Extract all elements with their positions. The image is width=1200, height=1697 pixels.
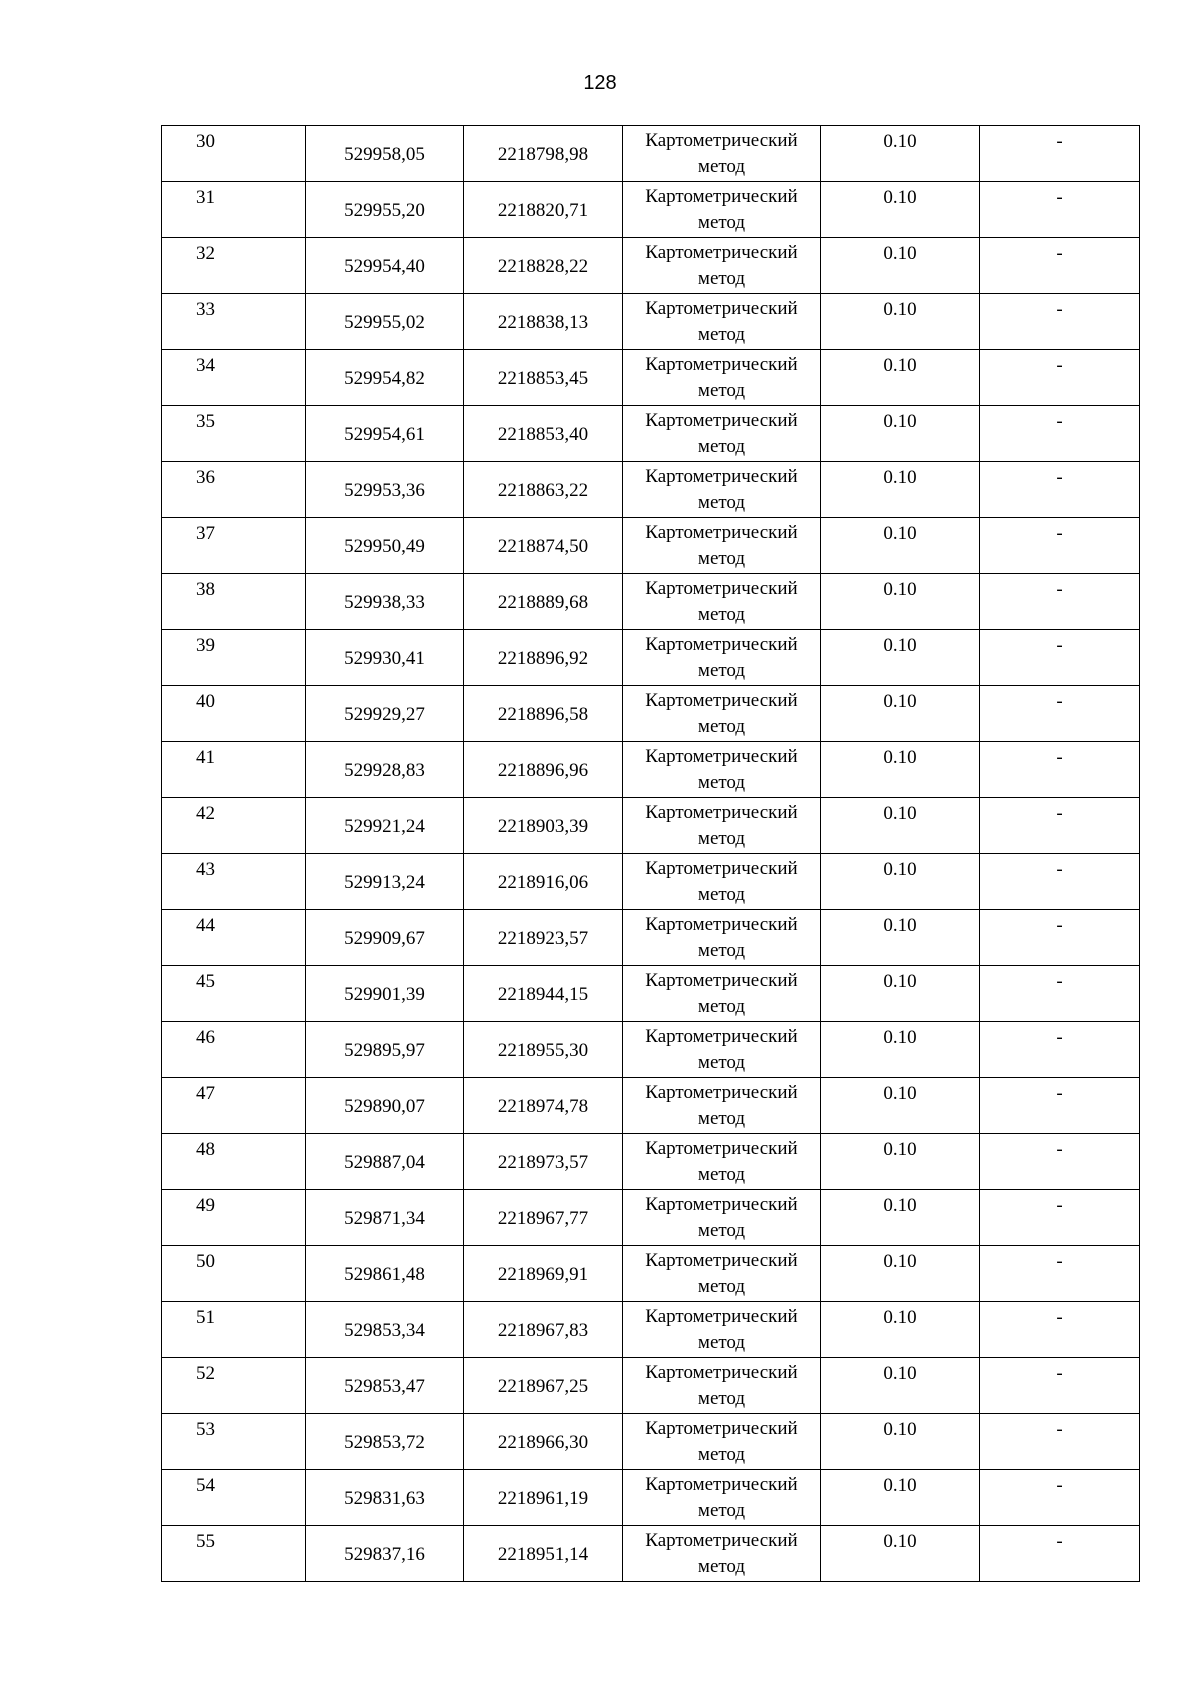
y-coordinate-cell: 2218969,91 xyxy=(464,1246,623,1302)
point-number-cell: 39 xyxy=(162,630,306,686)
method-label-line2: метод xyxy=(697,940,746,961)
x-coordinate-cell: 529921,24 xyxy=(306,798,464,854)
point-number-cell: 51 xyxy=(162,1302,306,1358)
x-coordinate-cell: 529831,63 xyxy=(306,1470,464,1526)
point-number-cell: 30 xyxy=(162,126,306,182)
point-number-cell: 41 xyxy=(162,742,306,798)
y-coordinate-cell: 2218967,77 xyxy=(464,1190,623,1246)
x-coordinate-cell: 529955,20 xyxy=(306,182,464,238)
point-number-cell: 33 xyxy=(162,294,306,350)
method-label-line1: Картометрический xyxy=(645,466,798,487)
method-label-line1: Картометрический xyxy=(645,522,798,543)
method-label-line2: метод xyxy=(697,1052,746,1073)
method-cell xyxy=(623,742,821,798)
method-cell xyxy=(623,1414,821,1470)
accuracy-cell: 0.10 xyxy=(821,574,980,630)
table-row xyxy=(162,462,1140,518)
accuracy-cell: 0.10 xyxy=(821,294,980,350)
point-number-cell: 55 xyxy=(162,1526,306,1582)
x-coordinate-cell: 529887,04 xyxy=(306,1134,464,1190)
x-coordinate-cell: 529913,24 xyxy=(306,854,464,910)
description-cell: - xyxy=(980,798,1140,854)
table-row xyxy=(162,182,1140,238)
description-cell: - xyxy=(980,518,1140,574)
x-coordinate-cell: 529958,05 xyxy=(306,126,464,182)
table-row xyxy=(162,294,1140,350)
x-coordinate-cell: 529895,97 xyxy=(306,1022,464,1078)
method-cell xyxy=(623,462,821,518)
accuracy-cell: 0.10 xyxy=(821,630,980,686)
description-cell: - xyxy=(980,462,1140,518)
method-label-line2: метод xyxy=(697,212,746,233)
accuracy-cell: 0.10 xyxy=(821,1078,980,1134)
x-coordinate-cell: 529909,67 xyxy=(306,910,464,966)
method-label-line2: метод xyxy=(697,1220,746,1241)
y-coordinate-cell: 2218916,06 xyxy=(464,854,623,910)
x-coordinate-cell: 529837,16 xyxy=(306,1526,464,1582)
method-cell xyxy=(623,1022,821,1078)
accuracy-cell: 0.10 xyxy=(821,1414,980,1470)
table-row xyxy=(162,238,1140,294)
x-coordinate-cell: 529954,40 xyxy=(306,238,464,294)
accuracy-cell: 0.10 xyxy=(821,1526,980,1582)
method-cell xyxy=(623,238,821,294)
method-label-line2: метод xyxy=(697,436,746,457)
y-coordinate-cell: 2218955,30 xyxy=(464,1022,623,1078)
y-coordinate-cell: 2218863,22 xyxy=(464,462,623,518)
description-cell: - xyxy=(980,686,1140,742)
accuracy-cell: 0.10 xyxy=(821,1470,980,1526)
method-label-line2: метод xyxy=(697,492,746,513)
method-cell xyxy=(623,910,821,966)
method-label-line2: метод xyxy=(697,716,746,737)
point-number-cell: 35 xyxy=(162,406,306,462)
method-label-line2: метод xyxy=(697,156,746,177)
description-cell: - xyxy=(980,1526,1140,1582)
description-cell: - xyxy=(980,294,1140,350)
accuracy-cell: 0.10 xyxy=(821,350,980,406)
method-label-line1: Картометрический xyxy=(645,1026,798,1047)
method-label-line2: метод xyxy=(697,996,746,1017)
method-label-line2: метод xyxy=(697,1276,746,1297)
table-row xyxy=(162,1246,1140,1302)
method-cell xyxy=(623,966,821,1022)
y-coordinate-cell: 2218967,25 xyxy=(464,1358,623,1414)
point-number-cell: 45 xyxy=(162,966,306,1022)
method-label-line1: Картометрический xyxy=(645,1362,798,1383)
point-number-cell: 52 xyxy=(162,1358,306,1414)
y-coordinate-cell: 2218966,30 xyxy=(464,1414,623,1470)
y-coordinate-cell: 2218889,68 xyxy=(464,574,623,630)
description-cell: - xyxy=(980,238,1140,294)
description-cell: - xyxy=(980,406,1140,462)
description-cell: - xyxy=(980,1190,1140,1246)
y-coordinate-cell: 2218896,58 xyxy=(464,686,623,742)
method-label-line2: метод xyxy=(697,772,746,793)
y-coordinate-cell: 2218903,39 xyxy=(464,798,623,854)
table-row xyxy=(162,854,1140,910)
y-coordinate-cell: 2218828,22 xyxy=(464,238,623,294)
y-coordinate-cell: 2218967,83 xyxy=(464,1302,623,1358)
method-cell xyxy=(623,1246,821,1302)
accuracy-cell: 0.10 xyxy=(821,182,980,238)
method-label-line1: Картометрический xyxy=(645,410,798,431)
x-coordinate-cell: 529929,27 xyxy=(306,686,464,742)
y-coordinate-cell: 2218896,96 xyxy=(464,742,623,798)
table-row xyxy=(162,1526,1140,1582)
y-coordinate-cell: 2218896,92 xyxy=(464,630,623,686)
accuracy-cell: 0.10 xyxy=(821,1358,980,1414)
method-label-line1: Картометрический xyxy=(645,802,798,823)
method-label-line1: Картометрический xyxy=(645,634,798,655)
method-label-line1: Картометрический xyxy=(645,690,798,711)
method-label-line1: Картометрический xyxy=(645,186,798,207)
method-cell xyxy=(623,854,821,910)
accuracy-cell: 0.10 xyxy=(821,406,980,462)
y-coordinate-cell: 2218874,50 xyxy=(464,518,623,574)
description-cell: - xyxy=(980,854,1140,910)
y-coordinate-cell: 2218853,40 xyxy=(464,406,623,462)
method-cell xyxy=(623,630,821,686)
method-cell xyxy=(623,1134,821,1190)
point-number-cell: 37 xyxy=(162,518,306,574)
method-label-line1: Картометрический xyxy=(645,1474,798,1495)
table-row xyxy=(162,1470,1140,1526)
x-coordinate-cell: 529955,02 xyxy=(306,294,464,350)
method-cell xyxy=(623,1078,821,1134)
method-cell xyxy=(623,126,821,182)
point-number-cell: 38 xyxy=(162,574,306,630)
method-label-line1: Картометрический xyxy=(645,1082,798,1103)
method-cell xyxy=(623,350,821,406)
method-label-line2: метод xyxy=(697,828,746,849)
point-number-cell: 46 xyxy=(162,1022,306,1078)
method-cell xyxy=(623,1470,821,1526)
method-label-line2: метод xyxy=(697,660,746,681)
description-cell: - xyxy=(980,1246,1140,1302)
description-cell: - xyxy=(980,1022,1140,1078)
method-label-line1: Картометрический xyxy=(645,1418,798,1439)
method-label-line1: Картометрический xyxy=(645,578,798,599)
point-number-cell: 50 xyxy=(162,1246,306,1302)
point-number-cell: 44 xyxy=(162,910,306,966)
method-label-line2: метод xyxy=(697,1444,746,1465)
description-cell: - xyxy=(980,350,1140,406)
x-coordinate-cell: 529871,34 xyxy=(306,1190,464,1246)
method-label-line1: Картометрический xyxy=(645,242,798,263)
accuracy-cell: 0.10 xyxy=(821,1302,980,1358)
description-cell: - xyxy=(980,1134,1140,1190)
accuracy-cell: 0.10 xyxy=(821,238,980,294)
method-label-line2: метод xyxy=(697,1332,746,1353)
x-coordinate-cell: 529938,33 xyxy=(306,574,464,630)
point-number-cell: 34 xyxy=(162,350,306,406)
x-coordinate-cell: 529928,83 xyxy=(306,742,464,798)
method-label-line2: метод xyxy=(697,380,746,401)
y-coordinate-cell: 2218944,15 xyxy=(464,966,623,1022)
table-row xyxy=(162,574,1140,630)
method-cell xyxy=(623,1190,821,1246)
x-coordinate-cell: 529853,34 xyxy=(306,1302,464,1358)
method-label-line2: метод xyxy=(697,1108,746,1129)
table-row xyxy=(162,406,1140,462)
method-cell xyxy=(623,1358,821,1414)
y-coordinate-cell: 2218973,57 xyxy=(464,1134,623,1190)
description-cell: - xyxy=(980,966,1140,1022)
coordinates-table-body xyxy=(162,126,1140,1582)
method-cell xyxy=(623,406,821,462)
description-cell: - xyxy=(980,126,1140,182)
accuracy-cell: 0.10 xyxy=(821,1022,980,1078)
method-cell xyxy=(623,294,821,350)
point-number-cell: 40 xyxy=(162,686,306,742)
description-cell: - xyxy=(980,630,1140,686)
method-cell xyxy=(623,182,821,238)
table-row xyxy=(162,1302,1140,1358)
point-number-cell: 54 xyxy=(162,1470,306,1526)
accuracy-cell: 0.10 xyxy=(821,1246,980,1302)
x-coordinate-cell: 529953,36 xyxy=(306,462,464,518)
table-row xyxy=(162,1190,1140,1246)
method-cell xyxy=(623,574,821,630)
y-coordinate-cell: 2218838,13 xyxy=(464,294,623,350)
accuracy-cell: 0.10 xyxy=(821,854,980,910)
description-cell: - xyxy=(980,1302,1140,1358)
accuracy-cell: 0.10 xyxy=(821,462,980,518)
x-coordinate-cell: 529861,48 xyxy=(306,1246,464,1302)
method-label-line2: метод xyxy=(697,1388,746,1409)
table-row xyxy=(162,1078,1140,1134)
point-number-cell: 47 xyxy=(162,1078,306,1134)
method-label-line1: Картометрический xyxy=(645,970,798,991)
x-coordinate-cell: 529950,49 xyxy=(306,518,464,574)
method-label-line2: метод xyxy=(697,1500,746,1521)
description-cell: - xyxy=(980,1078,1140,1134)
table-row xyxy=(162,798,1140,854)
y-coordinate-cell: 2218820,71 xyxy=(464,182,623,238)
accuracy-cell: 0.10 xyxy=(821,686,980,742)
method-cell xyxy=(623,1526,821,1582)
coordinates-table xyxy=(161,125,1140,1582)
table-row xyxy=(162,742,1140,798)
method-cell xyxy=(623,518,821,574)
method-label-line1: Картометрический xyxy=(645,1530,798,1551)
description-cell: - xyxy=(980,182,1140,238)
point-number-cell: 42 xyxy=(162,798,306,854)
table-row xyxy=(162,1358,1140,1414)
accuracy-cell: 0.10 xyxy=(821,1190,980,1246)
method-label-line2: метод xyxy=(697,604,746,625)
y-coordinate-cell: 2218974,78 xyxy=(464,1078,623,1134)
point-number-cell: 31 xyxy=(162,182,306,238)
accuracy-cell: 0.10 xyxy=(821,1134,980,1190)
x-coordinate-cell: 529853,47 xyxy=(306,1358,464,1414)
x-coordinate-cell: 529930,41 xyxy=(306,630,464,686)
description-cell: - xyxy=(980,910,1140,966)
x-coordinate-cell: 529890,07 xyxy=(306,1078,464,1134)
method-label-line1: Картометрический xyxy=(645,1250,798,1271)
point-number-cell: 49 xyxy=(162,1190,306,1246)
method-cell xyxy=(623,798,821,854)
method-label-line1: Картометрический xyxy=(645,914,798,935)
point-number-cell: 43 xyxy=(162,854,306,910)
accuracy-cell: 0.10 xyxy=(821,910,980,966)
table-row xyxy=(162,1022,1140,1078)
method-label-line1: Картометрический xyxy=(645,746,798,767)
method-label-line2: метод xyxy=(697,268,746,289)
table-row xyxy=(162,350,1140,406)
accuracy-cell: 0.10 xyxy=(821,966,980,1022)
method-label-line2: метод xyxy=(697,1164,746,1185)
accuracy-cell: 0.10 xyxy=(821,126,980,182)
y-coordinate-cell: 2218961,19 xyxy=(464,1470,623,1526)
method-label-line1: Картометрический xyxy=(645,1306,798,1327)
description-cell: - xyxy=(980,742,1140,798)
table-row xyxy=(162,686,1140,742)
description-cell: - xyxy=(980,1414,1140,1470)
table-row xyxy=(162,1134,1140,1190)
x-coordinate-cell: 529954,61 xyxy=(306,406,464,462)
x-coordinate-cell: 529901,39 xyxy=(306,966,464,1022)
description-cell: - xyxy=(980,574,1140,630)
accuracy-cell: 0.10 xyxy=(821,518,980,574)
x-coordinate-cell: 529853,72 xyxy=(306,1414,464,1470)
table-row xyxy=(162,126,1140,182)
method-cell xyxy=(623,686,821,742)
accuracy-cell: 0.10 xyxy=(821,742,980,798)
method-label-line1: Картометрический xyxy=(645,298,798,319)
table-row xyxy=(162,966,1140,1022)
y-coordinate-cell: 2218853,45 xyxy=(464,350,623,406)
table-row xyxy=(162,630,1140,686)
y-coordinate-cell: 2218951,14 xyxy=(464,1526,623,1582)
point-number-cell: 53 xyxy=(162,1414,306,1470)
method-label-line2: метод xyxy=(697,1556,746,1577)
method-label-line1: Картометрический xyxy=(645,1138,798,1159)
method-label-line2: метод xyxy=(697,548,746,569)
point-number-cell: 32 xyxy=(162,238,306,294)
method-label-line2: метод xyxy=(697,324,746,345)
table-row xyxy=(162,518,1140,574)
point-number-cell: 36 xyxy=(162,462,306,518)
table-row xyxy=(162,1414,1140,1470)
description-cell: - xyxy=(980,1470,1140,1526)
y-coordinate-cell: 2218923,57 xyxy=(464,910,623,966)
accuracy-cell: 0.10 xyxy=(821,798,980,854)
y-coordinate-cell: 2218798,98 xyxy=(464,126,623,182)
method-cell xyxy=(623,1302,821,1358)
table-row xyxy=(162,910,1140,966)
method-label-line1: Картометрический xyxy=(645,858,798,879)
method-label-line1: Картометрический xyxy=(645,354,798,375)
page-number: 128 xyxy=(583,72,617,94)
point-number-cell: 48 xyxy=(162,1134,306,1190)
method-label-line1: Картометрический xyxy=(645,130,798,151)
x-coordinate-cell: 529954,82 xyxy=(306,350,464,406)
method-label-line1: Картометрический xyxy=(645,1194,798,1215)
description-cell: - xyxy=(980,1358,1140,1414)
method-label-line2: метод xyxy=(697,884,746,905)
